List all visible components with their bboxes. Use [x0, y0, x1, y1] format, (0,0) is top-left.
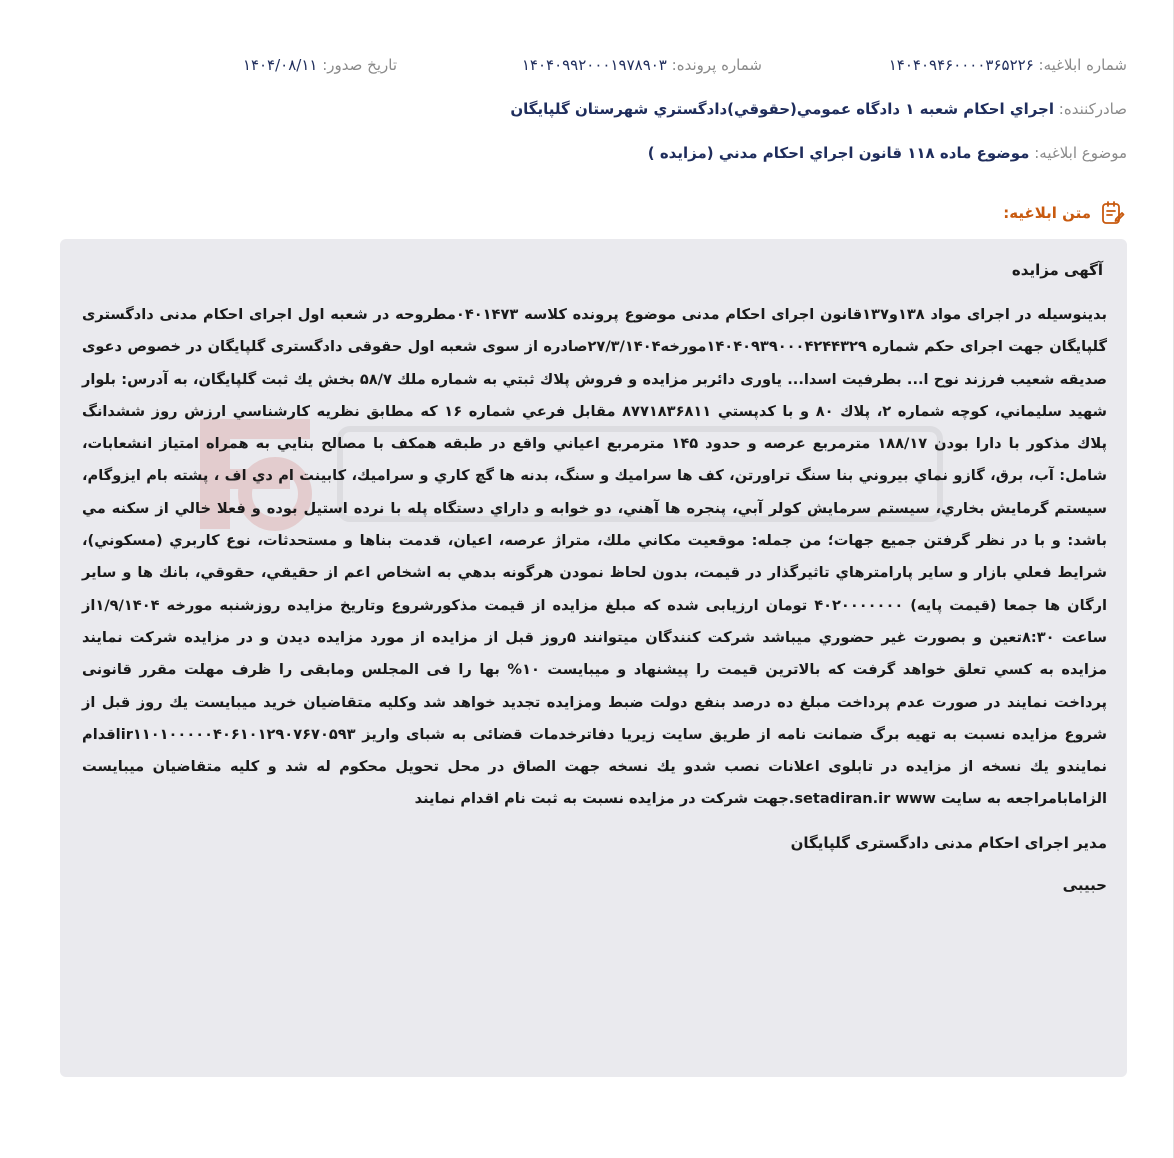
case-number-value: ۱۴۰۴۰۹۹۲۰۰۰۱۹۷۸۹۰۳	[521, 56, 667, 74]
subject-label: موضوع ابلاغیه:	[1034, 144, 1127, 162]
issue-date	[243, 56, 397, 74]
subject	[648, 144, 1127, 162]
notepad-icon	[1099, 200, 1125, 226]
issuer	[510, 100, 1127, 118]
case-number	[522, 56, 762, 74]
notice-content	[60, 239, 1127, 1077]
notice-footer: مدیر اجرای احکام مدنی دادگستری گلپایگان	[790, 833, 1107, 852]
notice-number-label: شماره ابلاغیه:	[1038, 56, 1127, 74]
issue-date-label: تاریخ صدور:	[322, 56, 397, 74]
section-title-label: متن ابلاغیه:	[1003, 204, 1091, 222]
case-number-label: شماره پرونده:	[671, 56, 762, 74]
subject-value: موضوع ماده ۱۱۸ قانون اجراي احكام مدني (مزايده )	[647, 144, 1030, 162]
notice-number-value: ۱۴۰۴۰۹۴۶۰۰۰۰۳۶۵۲۲۶	[888, 56, 1034, 74]
section-title	[1003, 200, 1125, 226]
notice-title: آگهی مزایده	[1011, 261, 1103, 279]
notice-number	[889, 56, 1127, 74]
issue-date-value: ۱۴۰۴/۰۸/۱۱	[242, 56, 318, 74]
issuer-value: اجراي احكام شعبه ۱ دادگاه عمومي(حقوقي)دادگستري شهرستان گلپايگان	[510, 100, 1054, 118]
issuer-label: صادرکننده:	[1058, 100, 1127, 118]
notice-signature: حبیبی	[1062, 875, 1107, 894]
notice-body: بدینوسیله در اجرای مواد ۱۳۸و۱۳۷قانون اجرای احکام مدنی موضوع پرونده کلاسه ۰۴۰۱۴۷۳مطروحه در شعبه اول اجرای احکام مدنی دادگستری گلپایگان جهت اجرای حکم شماره ۱۴۰۴۰۹۳۹۰۰۰۴۲۴۴۳۲۹مورخه۲۷/۳/۱۴۰۴صادره از سوی شعبه اول حقوقی دادگستری گلپایگان در خصوص دعوی صدیقه شعیب فرزند نوح ا... بطرفیت اسدا... یاوری دائربر مزايده و فروش پلاك ثبتي به شماره ملك ۵۸/۷ بخش يك ثبت گلپايگان، به آدرس: بلوار شهيد سليماني، كوچه شماره ۲، پلاك ۸۰ و با كدپستي ۸۷۷۱۸۳۶۸۱۱ مقابل فرعي شماره ۱۶ كه مطابق نظريه كارشناسي ارزش روز ششدانگ پلاك مذكور با دارا بودن ۱۸۸/۱۷ مترمربع عرصه و حدود ۱۴۵ مترمربع اعياني واقع در طبقه همكف با مصالح بنايي به همراه امتياز انشعابات، شامل: آب، برق، گازو نماي بيروني بنا سنگ تراورتن، كف ها سراميك و سنگ، بدنه ها گچ كاري و سراميك، كابينت ام دي اف ، پشته بام ايزوگام، سيستم گرمايش بخاري، سيستم سرمايش كولر آبي، پنجره ها آهني، دو خوابه و داراي دستگاه پله با نرده استيل بوده و فعلا خالي از سكنه مي باشد: و با در نظر گرفتن جميع جهات؛ من جمله: موقعيت مكاني ملك، متراژ عرصه، اعيان، قدمت بناها و مستحدثات، نوع كاربري (مسكوني)، شرايط فعلي بازار و ساير پارامترهاي تاثيرگذار در قيمت، بدون لحاظ نمودن هرگونه بدهي به اشخاص اعم از حقيقي، حقوقي، بانك ها و ساير ارگان ها جمعا (قيمت پايه) ۴۰۲۰۰۰۰۰۰۰ تومان ارزیابی شده که مبلغ مزايده از قيمت مذكورشروع وتاريخ مزايده روزشنبه مورخه ۱/۹/۱۴۰۴از ساعت ۸:۳۰تعين و بصورت غير حضوري ميباشد شركت كنندگان ميتوانند ۵روز قبل از مزايده از مورد مزايده ديدن و در مزايده شركت نمايند مزايده به كسي تعلق خواهد گرفت كه بالاترين قيمت را پيشنهاد و ميبايست ۱۰% بها را فی المجلس ومابقی را ظرف مهلت مقرر قانونی پرداخت نمایند در صورت عدم پرداخت مبلغ ده درصد بنفع دولت ضبط ومزایده تجدید خواهد شد وكليه متقاضيان خريد ميبايست يك روز قبل از شروع مزايده نسبت به تهيه برگ ضمانت نامه از طريق سايت زيريا دفاترخدمات قضائی به شبای واريز ir۱۱۰۱۰۰۰۰۰۴۰۶۱۰۱۲۹۰۷۶۷۰۵۹۳اقدام نمايندو يك نسخه از مزايده در تابلوی اعلانات نصب شدو يك نسخه جهت الصاق در محل تحويل محكوم له شد و كليه متقاضيان ميبايست الزامابامراجعه به سايت setadiran.ir www.جهت شركت در مزايده نسبت به ثبت نام اقدام نمايند	[82, 306, 1107, 808]
